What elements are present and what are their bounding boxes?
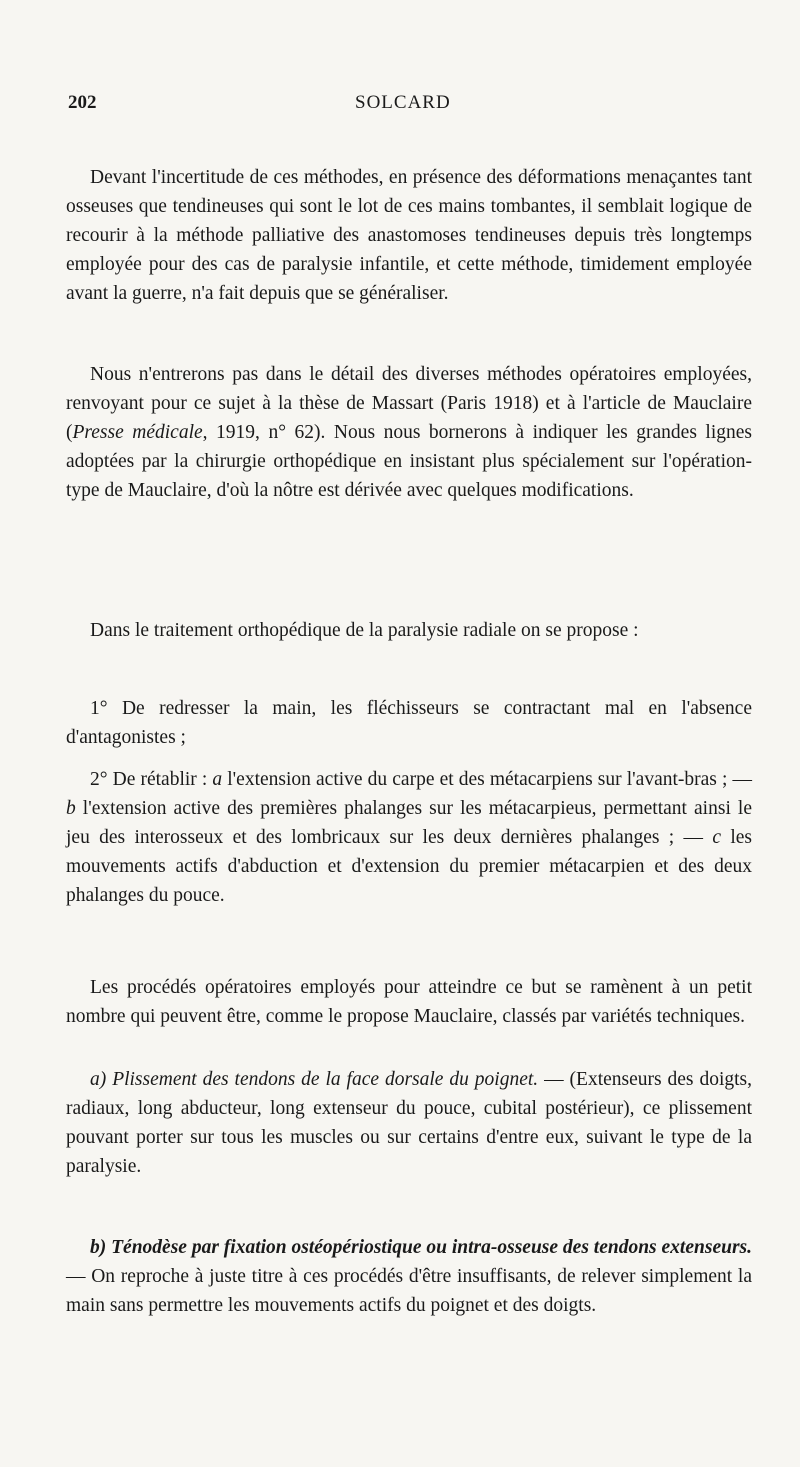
page-number: 202 xyxy=(68,92,97,113)
running-title: SOLCARD xyxy=(355,92,451,113)
paragraph-7-text: — (Extenseurs des doigts, radiaux, long abducteur, long extenseur du pouce, cubital postérieur), ce plissement pouvant porter sur tous les muscles ou sur certains d'entre eux, suivant le type de la paralysie. xyxy=(66,1068,753,1177)
paragraph-8 xyxy=(66,1233,752,1320)
paragraph-5-text-a: 2° De rétablir : xyxy=(90,768,213,790)
paragraph-3-text: Dans le traitement orthopédique de la paralysie radiale on se propose : xyxy=(90,619,639,641)
paragraph-1-text: Devant l'incertitude de ces méthodes, en présence des déformations menaçantes tant osseuses que tendineuses qui sont le lot de ces mains tombantes, il semblait logique de recourir à la méthode palliative des anastomoses tendineuses depuis très longtemps employée pour des cas de paralysie infantile, et cette méthode, timidement employée avant la guerre, n'a fait depuis que se généraliser. xyxy=(66,166,752,304)
paragraph-4-text: 1° De redresser la main, les fléchisseurs se contractant mal en l'absence d'antagonistes ; xyxy=(66,697,752,748)
paragraph-5-text-d: les mouvements actifs d'abduction et d'extension du premier métacarpien et des deux phalanges du pouce. xyxy=(66,826,752,906)
list-letter-b: b xyxy=(66,797,76,819)
paragraph-2 xyxy=(66,360,752,505)
paragraph-5 xyxy=(66,765,752,910)
section-title-plissement: Plissement des tendons de la face dorsale du poignet. xyxy=(112,1068,539,1090)
paragraph-7 xyxy=(66,1065,752,1181)
paragraph-6-text: Les procédés opératoires employés pour atteindre ce but se ramènent à un petit nombre qui peuvent être, comme le propose Mauclaire, classés par variétés techniques. xyxy=(66,976,752,1027)
journal-title: Presse médicale xyxy=(72,421,203,443)
paragraph-2-text-start: Nous n'entrerons pas dans le détail des diverses méthodes opératoires employées, renvoyant pour ce sujet à la thèse de Massart (Paris 1918) et à l'article de Mauclaire ( xyxy=(66,363,752,443)
paragraph-8-text: — On reproche à juste titre à ces procédés d'être insuffisants, de relever simplement la main sans permettre les mouvements actifs du poignet et des doigts. xyxy=(66,1265,752,1316)
section-label-b: b) xyxy=(90,1236,112,1258)
paragraph-3 xyxy=(66,616,752,645)
paragraph-1 xyxy=(66,163,752,308)
list-letter-a: a xyxy=(212,768,223,790)
section-title-tenodese: Ténodèse par fixation ostéopériostique ou intra-osseuse des tendons extenseurs. xyxy=(111,1236,752,1258)
section-label-a: a) xyxy=(90,1068,113,1090)
paragraph-5-text-c: l'extension active des premières phalanges sur les métacarpieus, permettant ainsi le jeu des interosseux et des lombricaux sur les deux dernières phalanges ; — xyxy=(66,797,752,848)
paragraph-6 xyxy=(66,973,752,1031)
list-letter-c: c xyxy=(712,826,722,848)
paragraph-4 xyxy=(66,694,752,752)
paragraph-5-text-b: l'extension active du carpe et des métacarpiens sur l'avant-bras ; — xyxy=(222,768,752,790)
paragraph-2-text-end: , 1919, n° 62). Nous nous bornerons à indiquer les grandes lignes adoptées par la chirurgie orthopédique en insistant plus spécialement sur l'opération-type de Mauclaire, d'où la nôtre est dérivée avec quelques modifications. xyxy=(66,421,752,501)
